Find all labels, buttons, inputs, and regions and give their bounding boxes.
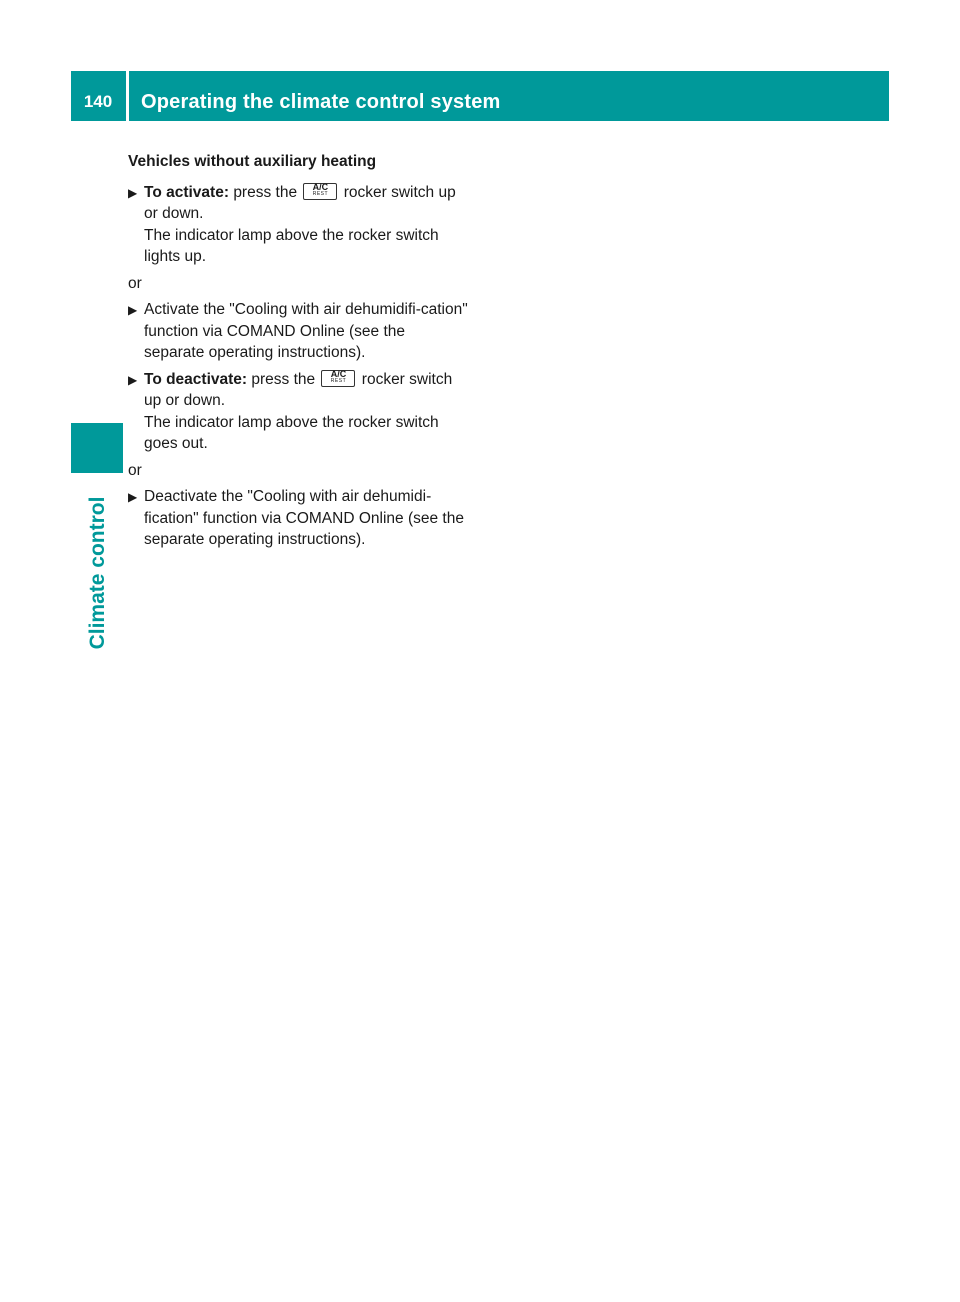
header-divider	[126, 71, 129, 121]
step-arrow-icon: ▶	[128, 372, 138, 387]
page-title: Operating the climate control system	[141, 91, 501, 113]
step-deactivate-text-after: rocker switch up or down.	[144, 370, 453, 409]
step-activate-label: To activate:	[144, 183, 229, 201]
page-header	[71, 71, 889, 121]
step-deactivate	[128, 369, 468, 455]
step-deactivate-comand	[128, 486, 468, 551]
step-activate-comand-text: Activate the "Cooling with air dehumidifi-cation" function via COMAND Online (see the separate operating instructions).	[144, 301, 468, 361]
ac-rest-key-icon: A/C REST	[303, 183, 337, 200]
section-side-label	[73, 488, 123, 658]
step-deactivate-label: To deactivate:	[144, 370, 248, 388]
step-deactivate-comand-text: Deactivate the "Cooling with air dehumidi-fication" function via COMAND Online (see the separate operating instructions).	[144, 488, 464, 548]
step-activate-comand	[128, 299, 468, 364]
step-activate-note: The indicator lamp above the rocker switch lights up.	[144, 226, 439, 265]
section-tab-marker	[71, 423, 123, 473]
step-arrow-icon: ▶	[128, 303, 138, 317]
section-heading: Vehicles without auxiliary heating	[128, 153, 377, 170]
section-side-label-text: Climate control	[86, 496, 109, 650]
ac-rest-key-icon: A/C REST	[321, 370, 355, 387]
step-activate-text-before: press the	[233, 183, 298, 201]
step-arrow-icon: ▶	[128, 490, 138, 504]
main-content	[128, 151, 468, 556]
step-arrow-icon: ▶	[128, 185, 138, 200]
or-separator: or	[128, 274, 142, 292]
step-activate	[128, 182, 468, 268]
page-number: 140	[83, 92, 113, 111]
or-separator: or	[128, 461, 142, 479]
step-deactivate-note: The indicator lamp above the rocker switch goes out.	[144, 413, 439, 452]
step-activate-text-after: rocker switch up or down.	[144, 183, 456, 222]
step-deactivate-text-before: press the	[251, 370, 316, 388]
